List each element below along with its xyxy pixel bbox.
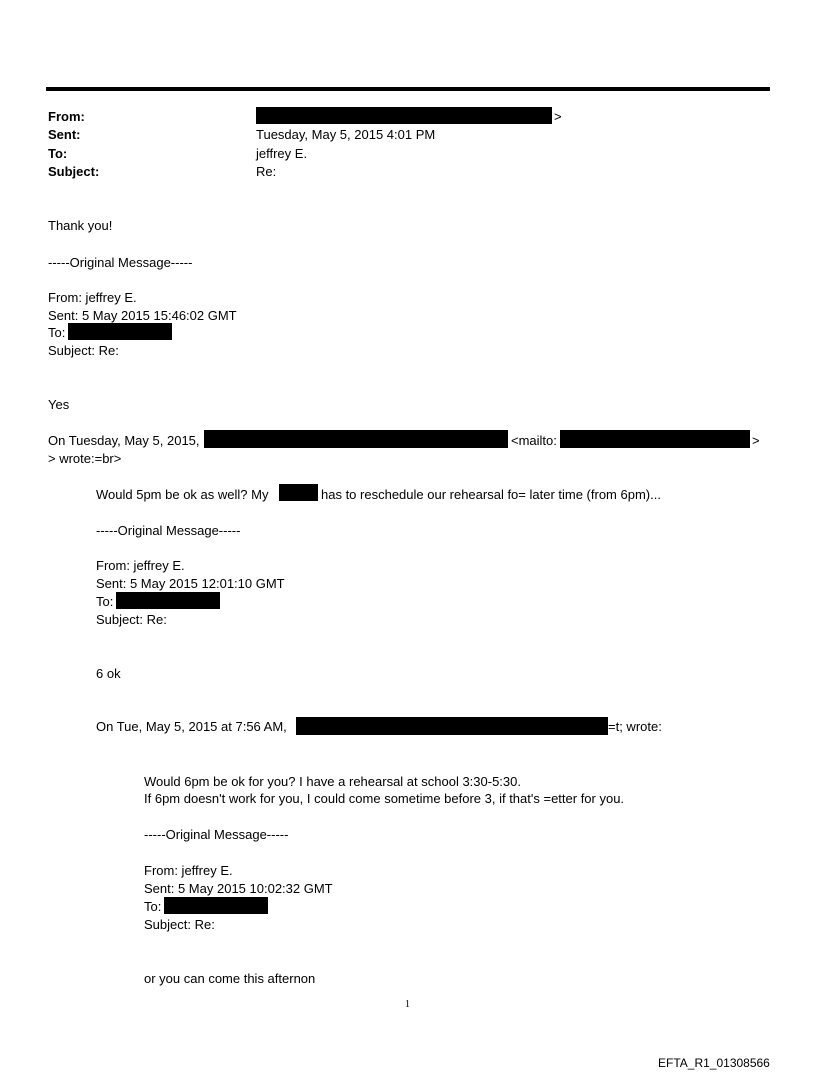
mailto-end: >	[752, 433, 760, 448]
question-6pm-line2: If 6pm doesn't work for you, I could come sometime before 3, if that's =etter for you.	[144, 791, 625, 806]
subject-value: Re:	[256, 164, 277, 179]
six-ok-text: 6 ok	[96, 666, 121, 681]
question-5pm-part2: has to reschedule our rehearsal fo= later time (from 6pm)...	[321, 487, 661, 502]
question-6pm-line1: Would 6pm be ok for you? I have a rehearsal at school 3:30-5:30.	[144, 774, 521, 789]
orig-from: From: jeffrey E.	[96, 558, 185, 573]
to-label: To:	[48, 146, 68, 161]
wrote-line-suffix: =t; wrote:	[608, 719, 662, 734]
wrote-line-prefix: On Tuesday, May 5, 2015,	[48, 433, 200, 448]
from-suffix: >	[554, 109, 562, 124]
document-id: EFTA_R1_01308566	[658, 1056, 770, 1070]
page-number: 1	[405, 999, 410, 1010]
orig-to: To:	[144, 899, 162, 914]
orig-to: To:	[96, 594, 114, 609]
orig-subject: Subject: Re:	[144, 917, 215, 932]
orig-sent: Sent: 5 May 2015 12:01:10 GMT	[96, 576, 285, 591]
orig-subject: Subject: Re:	[48, 343, 119, 358]
wrote-line-2: > wrote:=br>	[48, 451, 122, 466]
yes-text: Yes	[48, 397, 70, 412]
afternoon-text: or you can come this afternon	[144, 971, 316, 986]
from-label: From:	[48, 109, 85, 124]
redaction-block	[204, 430, 508, 448]
orig-sent: Sent: 5 May 2015 10:02:32 GMT	[144, 881, 333, 896]
orig-from: From: jeffrey E.	[48, 290, 137, 305]
redaction-block	[164, 897, 268, 914]
orig-from: From: jeffrey E.	[144, 863, 233, 878]
sent-label: Sent:	[48, 127, 81, 142]
original-message-marker: -----Original Message-----	[48, 255, 193, 270]
thank-you-text: Thank you!	[48, 218, 113, 233]
orig-subject: Subject: Re:	[96, 612, 167, 627]
redaction-block	[256, 107, 552, 124]
header-rule	[46, 87, 770, 91]
redaction-block	[279, 484, 318, 501]
redaction-block	[116, 592, 220, 609]
to-value: jeffrey E.	[256, 146, 308, 161]
orig-sent: Sent: 5 May 2015 15:46:02 GMT	[48, 308, 237, 323]
original-message-marker: -----Original Message-----	[96, 523, 241, 538]
subject-label: Subject:	[48, 164, 100, 179]
orig-to: To:	[48, 325, 66, 340]
redaction-block	[68, 323, 172, 340]
original-message-marker: -----Original Message-----	[144, 827, 289, 842]
wrote-line-prefix: On Tue, May 5, 2015 at 7:56 AM,	[96, 719, 287, 734]
redaction-block	[296, 717, 608, 735]
mailto-text: <mailto:	[511, 433, 557, 448]
question-5pm-part1: Would 5pm be ok as well? My	[96, 487, 269, 502]
redaction-block	[560, 430, 750, 448]
sent-value: Tuesday, May 5, 2015 4:01 PM	[256, 127, 436, 142]
